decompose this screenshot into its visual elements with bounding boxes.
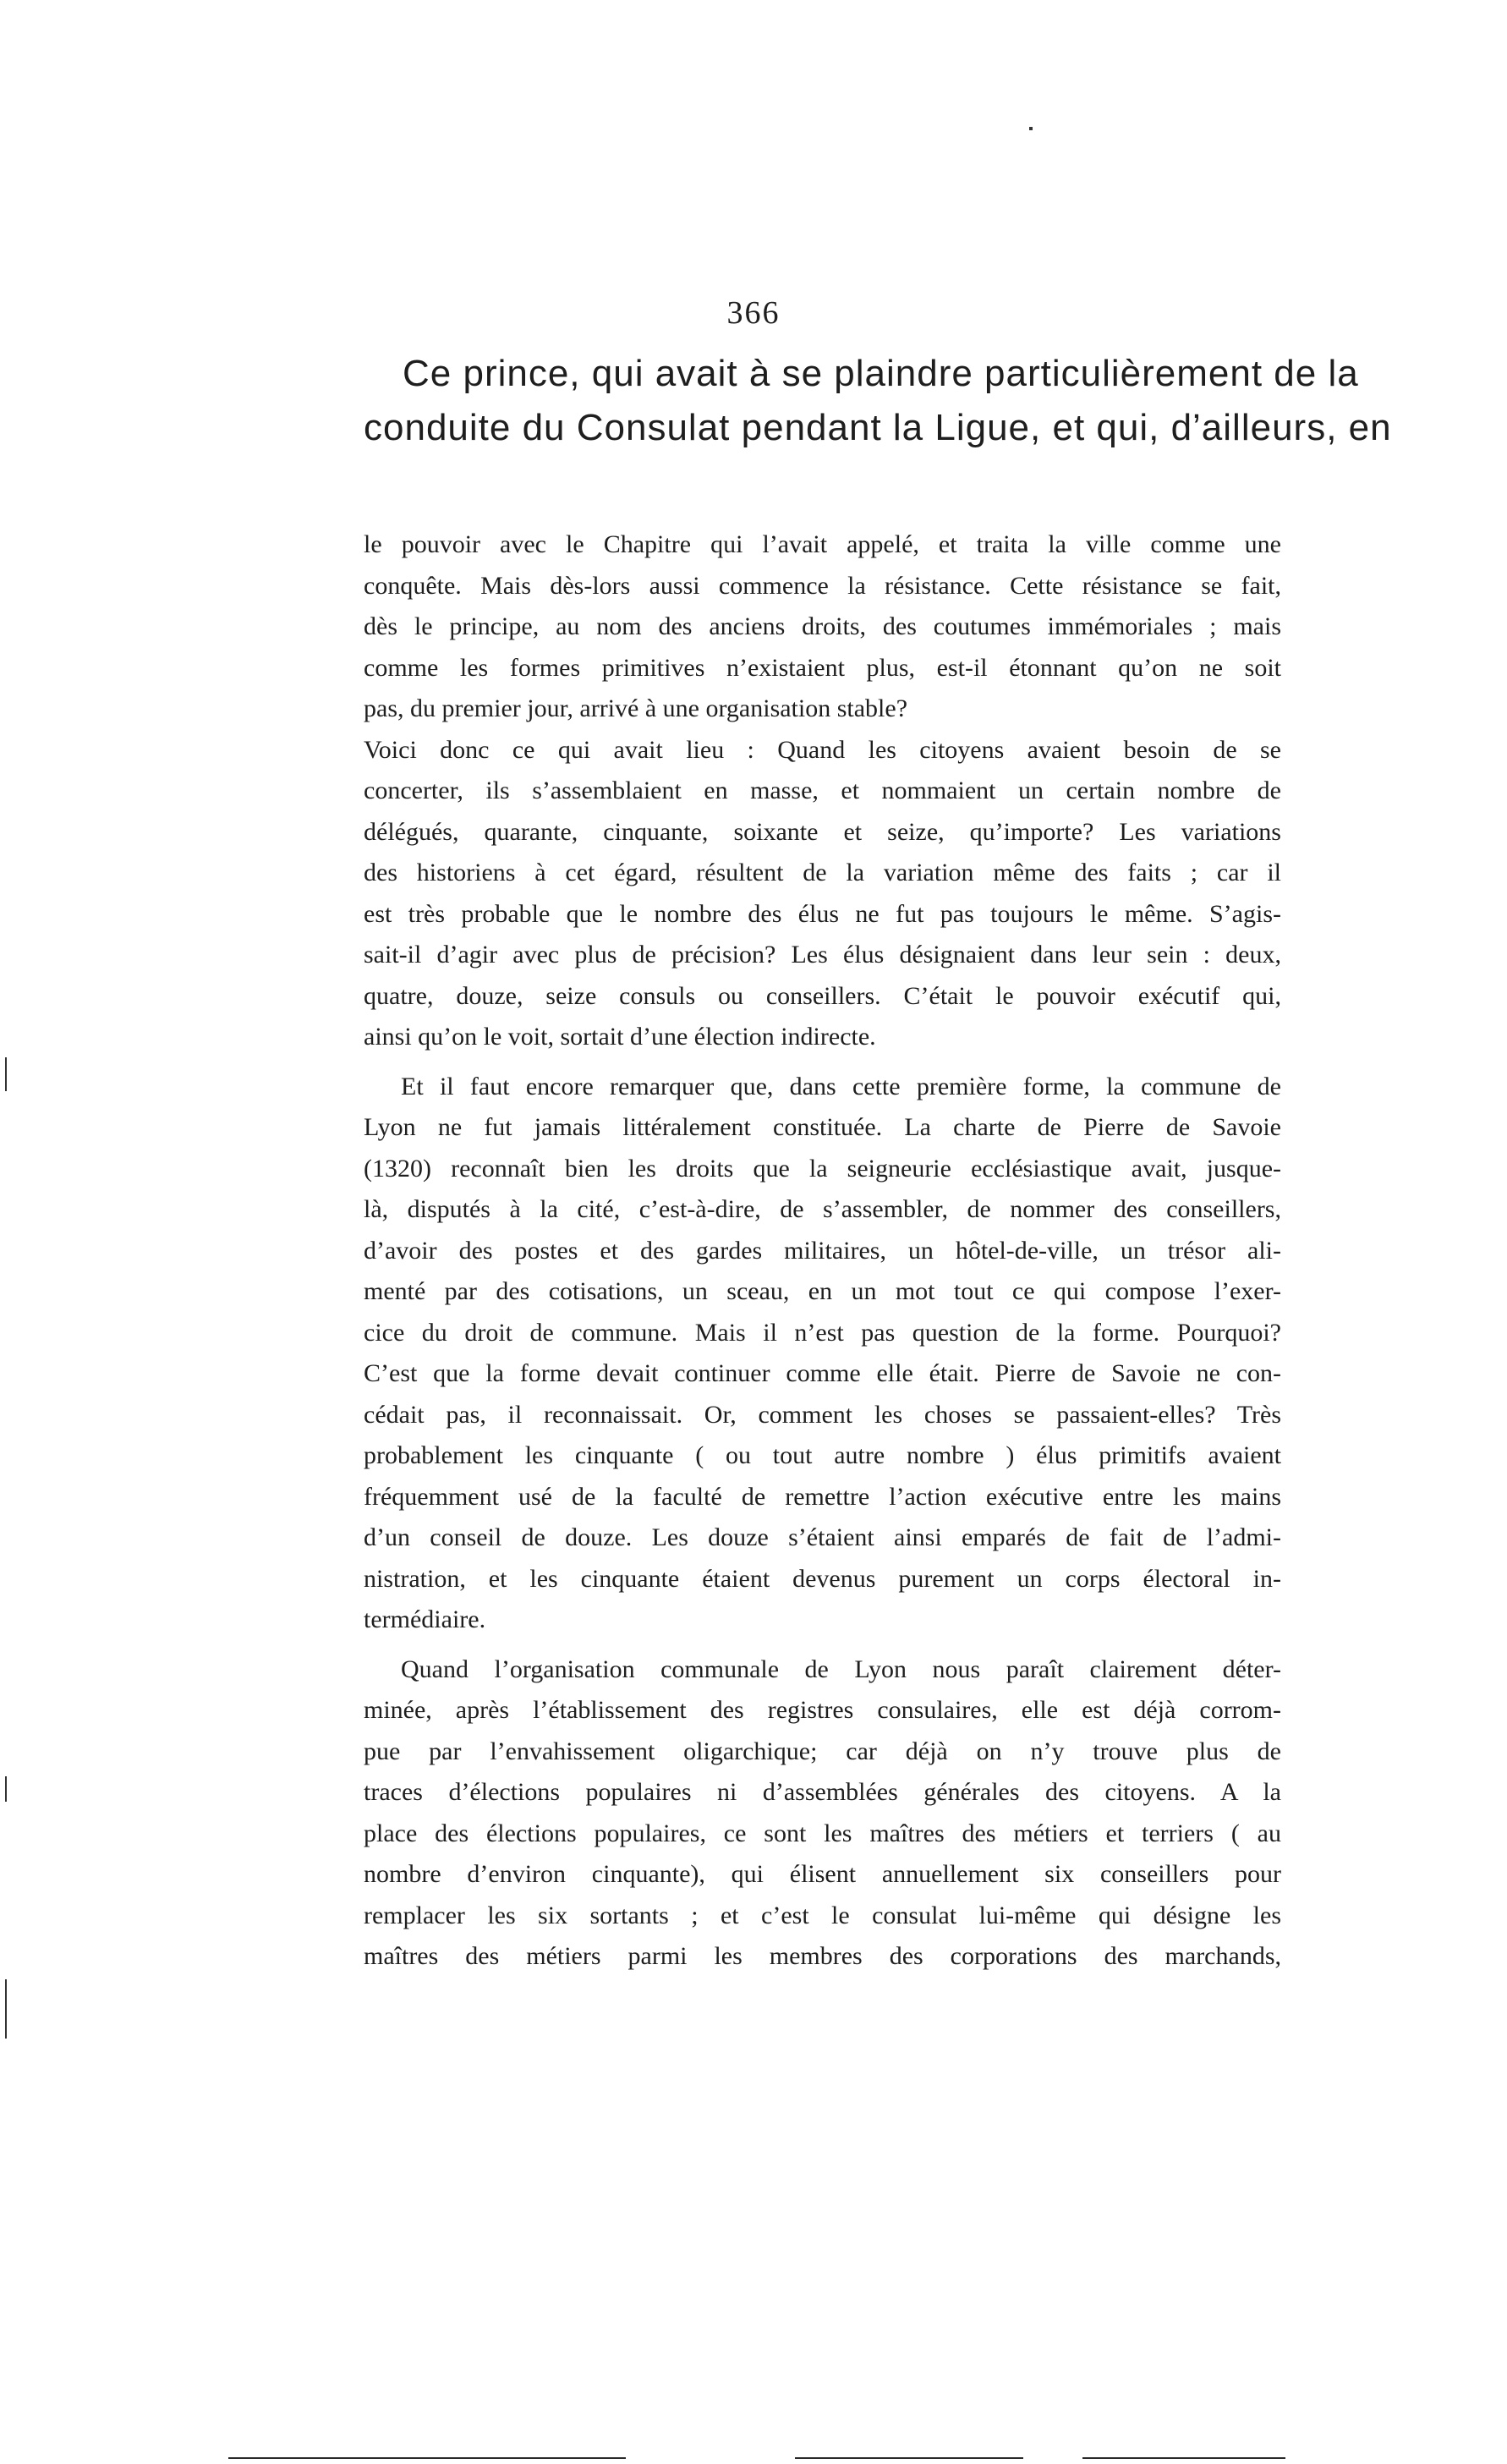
text-line: (1320) reconnaît bien les droits que la seigneurie ecclésiastique avait, jusque- xyxy=(364,1154,1281,1183)
text-line: Voici donc ce qui avait lieu : Quand les citoyens avaient besoin de se xyxy=(364,735,1281,764)
text-line: Quand l’organisation communale de Lyon nous paraît clairement déter- xyxy=(401,1655,1281,1683)
text-line: place des élections populaires, ce sont les maîtres des métiers et terriers ( au xyxy=(364,1819,1281,1847)
text-line: sait-il d’agir avec plus de précision? Les élus désignaient dans leur sein : deux, xyxy=(364,941,1281,969)
text-line: nistration, et les cinquante étaient devenus purement un corps électoral in- xyxy=(364,1564,1281,1593)
paragraph-3 xyxy=(364,1067,1281,1641)
paragraph-2 xyxy=(364,730,1281,1058)
scan-mark-left xyxy=(5,1057,7,1091)
text-line: dès le principe, au nom des anciens droits, des coutumes immémoriales ; mais xyxy=(364,612,1281,640)
paragraph-1 xyxy=(364,524,1281,730)
header-text xyxy=(364,347,1392,455)
text-line: délégués, quarante, cinquante, soixante et seize, qu’importe? Les variations xyxy=(364,817,1281,846)
text-line: Et il faut encore remarquer que, dans cette première forme, la commune de xyxy=(401,1072,1281,1100)
text-line: remplacer les six sortants ; et c’est le consulat lui-même qui désigne les xyxy=(364,1901,1281,1929)
scan-mark-left xyxy=(5,1776,7,1802)
header-line: Ce prince, qui avait à se plaindre particulièrement de la xyxy=(403,353,1359,394)
text-line: maîtres des métiers parmi les membres des corporations des marchands, xyxy=(364,1942,1281,1970)
scan-mark-left xyxy=(5,1979,7,2039)
text-line: le pouvoir avec le Chapitre qui l’avait appelé, et traita la ville comme une xyxy=(364,530,1281,558)
text-line: là, disputés à la cité, c’est-à-dire, de s’assembler, de nommer des conseillers, xyxy=(364,1195,1281,1223)
text-line: fréquemment usé de la faculté de remettre l’action exécutive entre les mains xyxy=(364,1482,1281,1511)
text-line: des historiens à cet égard, résultent de la variation même des faits ; car il xyxy=(364,859,1281,886)
page-number: 366 xyxy=(726,295,781,331)
text-line: d’un conseil de douze. Les douze s’étaient ainsi emparés de fait de l’admi- xyxy=(364,1523,1281,1551)
text-line: est très probable que le nombre des élus ne fut pas toujours le même. S’agis- xyxy=(364,899,1281,928)
text-line: menté par des cotisations, un sceau, en un mot tout ce qui compose l’exer- xyxy=(364,1277,1281,1305)
bottom-rule xyxy=(228,2457,626,2459)
text-line: Lyon ne fut jamais littéralement constituée. La charte de Pierre de Savoie xyxy=(364,1113,1281,1141)
header-line: conduite du Consulat pendant la Ligue, et qui, d’ailleurs, en xyxy=(364,407,1392,448)
scan-speck xyxy=(1029,127,1033,130)
text-line: comme les formes primitives n’existaient plus, est-il étonnant qu’on ne soit xyxy=(364,653,1281,682)
text-line: minée, après l’établissement des registres consulaires, elle est déjà corrom- xyxy=(364,1696,1281,1724)
text-line: quatre, douze, seize consuls ou conseillers. C’était le pouvoir exécutif qui, xyxy=(364,981,1281,1010)
bottom-rule xyxy=(1082,2457,1285,2459)
text-line: termédiaire. xyxy=(364,1605,486,1633)
text-line: concerter, ils s’assemblaient en masse, et nommaient un certain nombre de xyxy=(364,777,1281,804)
paragraph-4 xyxy=(364,1649,1281,1978)
text-line: nombre d’environ cinquante), qui élisent annuellement six conseillers pour xyxy=(364,1860,1281,1888)
body-text xyxy=(364,524,1281,1978)
bottom-rule xyxy=(795,2457,1023,2459)
text-line: conquête. Mais dès-lors aussi commence la résistance. Cette résistance se fait, xyxy=(364,571,1281,600)
text-line: pas, du premier jour, arrivé à une organisation stable? xyxy=(364,694,908,722)
text-line: pue par l’envahissement oligarchique; car déjà on n’y trouve plus de xyxy=(364,1737,1281,1765)
text-line: probablement les cinquante ( ou tout autre nombre ) élus primitifs avaient xyxy=(364,1441,1281,1469)
text-line: ainsi qu’on le voit, sortait d’une élection indirecte. xyxy=(364,1023,876,1051)
text-line: traces d’élections populaires ni d’assemblées générales des citoyens. A la xyxy=(364,1778,1281,1806)
text-line: cédait pas, il reconnaissait. Or, comment les choses se passaient-elles? Très xyxy=(364,1400,1281,1429)
text-line: d’avoir des postes et des gardes militaires, un hôtel-de-ville, un trésor ali- xyxy=(364,1236,1281,1265)
text-line: C’est que la forme devait continuer comme elle était. Pierre de Savoie ne con- xyxy=(364,1359,1281,1387)
text-line: cice du droit de commune. Mais il n’est pas question de la forme. Pourquoi? xyxy=(364,1318,1281,1347)
